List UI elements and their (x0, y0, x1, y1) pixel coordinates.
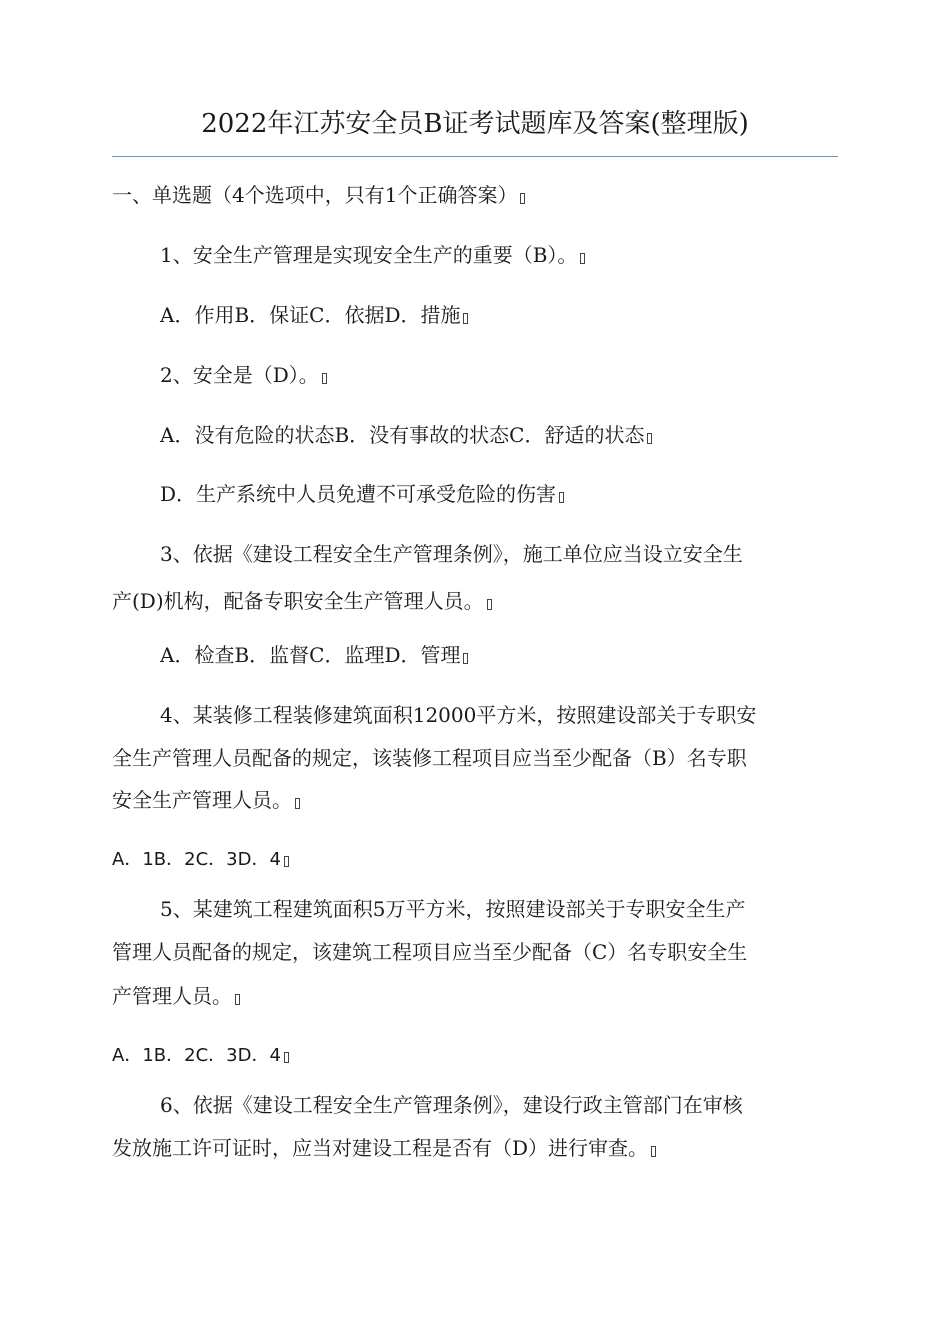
paragraph-mark-icon (487, 599, 492, 610)
paragraph-mark-icon (647, 433, 652, 444)
question-6-line-1: 6、依据《建设工程安全生产管理条例》，建设行政主管部门在审核 (160, 1093, 743, 1117)
question-5-line-2: 管理人员配备的规定，该建筑工程项目应当至少配备（C）名专职安全生 (112, 940, 748, 964)
question-4-options: A．1B．2C．3D．4 (112, 845, 289, 875)
paragraph-mark-icon (559, 492, 564, 503)
section-heading: 一、单选题（4个选项中，只有1个正确答案） (112, 180, 525, 210)
paragraph-mark-icon (284, 856, 289, 867)
question-3-line-1: 3、依据《建设工程安全生产管理条例》，施工单位应当设立安全生 (160, 542, 743, 566)
question-1: 1、安全生产管理是实现安全生产的重要（B）。 (160, 240, 585, 270)
paragraph-mark-icon (463, 313, 468, 324)
document-title: 2022年江苏安全员B证考试题库及答案(整理版) (201, 109, 749, 139)
paragraph-mark-icon (520, 193, 525, 204)
paragraph-mark-icon (235, 994, 240, 1005)
question-2-option-d: D．生产系统中人员免遭不可承受危险的伤害 (160, 479, 564, 509)
title-divider (112, 156, 838, 157)
paragraph-mark-icon (463, 653, 468, 664)
question-2: 2、安全是（D）。 (160, 360, 327, 390)
paragraph-mark-icon (284, 1052, 289, 1063)
question-5-options: A．1B．2C．3D．4 (112, 1041, 289, 1071)
question-5-line-3: 产管理人员。 (112, 981, 240, 1011)
paragraph-mark-icon (295, 798, 300, 809)
question-4-line-1: 4、某装修工程装修建筑面积12000平方米，按照建设部关于专职安 (160, 703, 757, 727)
question-6-line-2: 发放施工许可证时，应当对建设工程是否有（D）进行审查。 (112, 1133, 656, 1163)
question-2-options: A．没有危险的状态B．没有事故的状态C．舒适的状态 (160, 420, 652, 450)
paragraph-mark-icon (580, 253, 585, 264)
paragraph-mark-icon (322, 373, 327, 384)
question-4-line-2: 全生产管理人员配备的规定，该装修工程项目应当至少配备（B）名专职 (112, 746, 747, 770)
question-3-line-2: 产(D)机构，配备专职安全生产管理人员。 (112, 586, 492, 616)
question-5-line-1: 5、某建筑工程建筑面积5万平方米，按照建设部关于专职安全生产 (160, 897, 746, 921)
question-3-options: A．检查B．监督C．监理D．管理 (160, 640, 468, 670)
question-1-options: A．作用B．保证C．依据D．措施 (160, 300, 468, 330)
question-4-line-3: 安全生产管理人员。 (112, 785, 300, 815)
paragraph-mark-icon (651, 1146, 656, 1157)
